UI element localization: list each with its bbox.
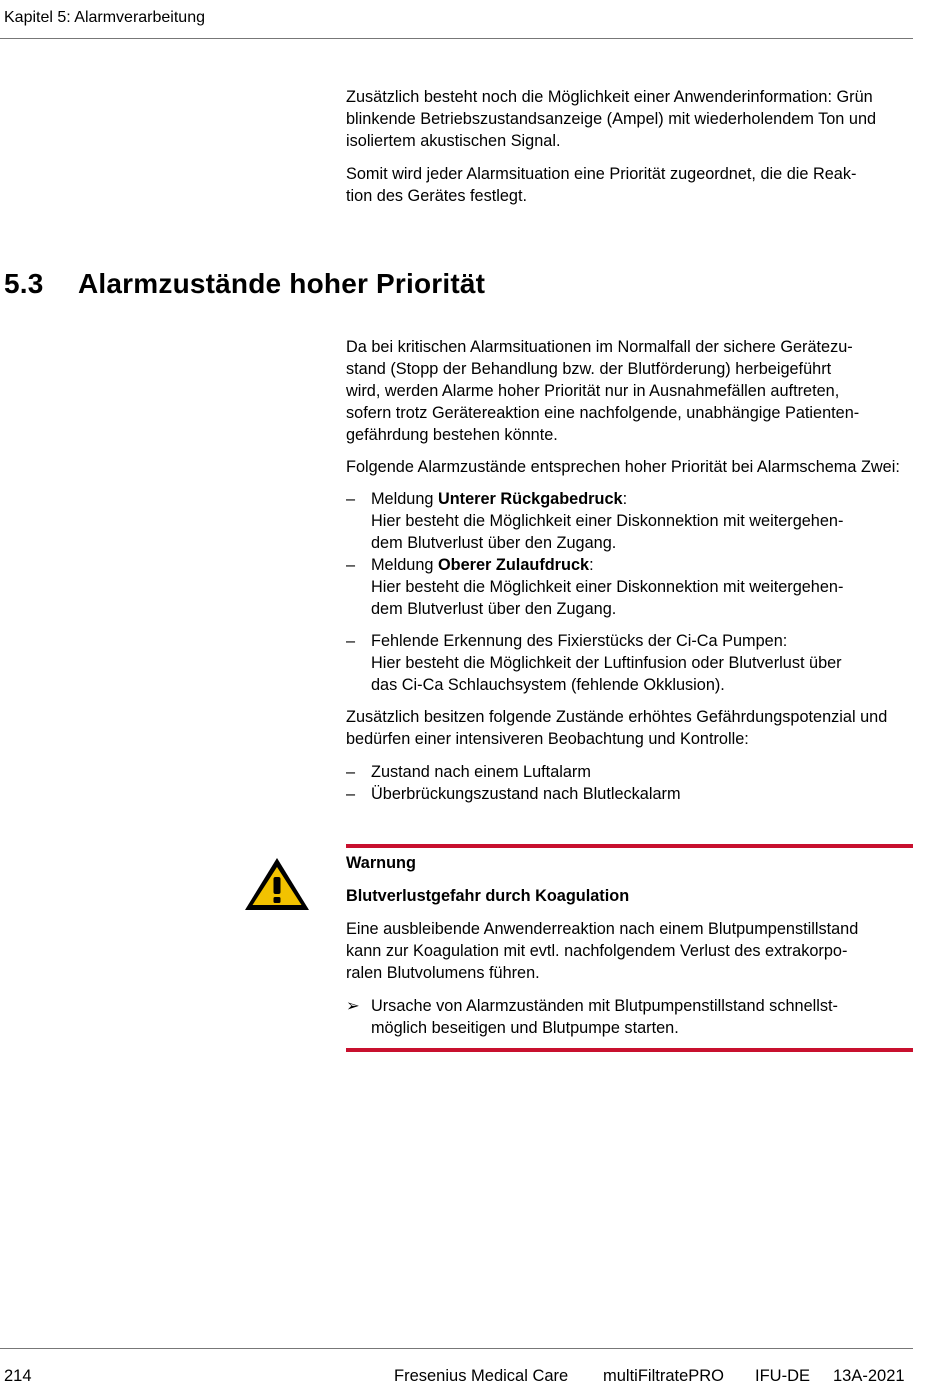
state-list: [346, 761, 916, 805]
page-number: 214: [4, 1367, 32, 1385]
section-title: Alarmzustände hoher Priorität: [78, 268, 486, 299]
footer-company: Fresenius Medical Care: [394, 1367, 569, 1385]
footer-rule: [0, 1348, 913, 1349]
warning-action: ➢ Ursache von Alarmzuständen mit Blutpumpenstillstand schnellst- möglich beseitigen und Blutpumpe starten.: [346, 997, 838, 1037]
warning-title: Blutverlustgefahr durch Koagulation: [346, 887, 630, 905]
alarm-list: [346, 488, 916, 696]
list-item: – Meldung Oberer Zulaufdruck: Hier besteht die Möglichkeit einer Diskonnektion mit weitergehen- dem Blutverlust über den Zugang.: [346, 556, 844, 618]
intro-block: [346, 86, 916, 207]
section-number: 5.3: [4, 268, 44, 299]
chapter-header: Kapitel 5: Alarmverarbeitung: [4, 9, 205, 26]
list-item: – Fehlende Erkennung des Fixierstücks der Ci-Ca Pumpen: Hier besteht die Möglichkeit der Luftinfusion oder Blutverlust über das Ci-Ca Schlauchsystem (fehlende Okklusion).: [346, 632, 842, 694]
list-item: – Zustand nach einem Luftalarm: [346, 763, 591, 781]
body-paragraph-3: Zusätzlich besitzen folgende Zustände erhöhtes Gefährdungspotenzial und bedürfen einer intensiveren Beobachtung und Kontrolle:: [346, 708, 888, 748]
list-item: – Überbrückungszustand nach Blutleckalarm: [346, 785, 681, 803]
header-rule: [0, 38, 913, 39]
warning-top-bar: [346, 844, 913, 848]
warning-text: Eine ausbleibende Anwenderreaktion nach einem Blutpumpenstillstand kann zur Koagulation mit evtl. nachfolgendem Verlust des extrakorpo- ralen Blutvolumens führen.: [346, 920, 859, 982]
warning-triangle-icon: [243, 856, 311, 912]
arrow-icon: ➢: [346, 997, 360, 1015]
footer-version: 13A-2021: [833, 1367, 905, 1385]
list-item: – Meldung Unterer Rückgabedruck: Hier besteht die Möglichkeit einer Diskonnektion mit weitergehen- dem Blutverlust über den Zugang.: [346, 490, 844, 552]
body-paragraph-1: Da bei kritischen Alarmsituationen im Normalfall der sichere Gerätezu- stand (Stopp der Behandlung bzw. der Blutförderung) herbeigeführt wird, werden Alarme hoher Priorität nur in Ausnahmefällen auftreten, sofern trotz Gerätereaktion eine nachfolgende, unabhängige Patienten- gefährdung bestehen könnte.: [346, 338, 860, 444]
footer-doc: IFU-DE: [755, 1367, 810, 1385]
intro-paragraph-2: Somit wird jeder Alarmsituation eine Priorität zugeordnet, die die Reak- tion des Gerätes festlegt.: [346, 165, 857, 205]
intro-paragraph-1: Zusätzlich besteht noch die Möglichkeit einer Anwenderinformation: Grün blinkende Betriebszustandsanzeige (Ampel) mit wiederholendem Ton und isoliertem akustischen Signal.: [346, 88, 877, 150]
body-paragraph-2: Folgende Alarmzustände entsprechen hoher Priorität bei Alarmschema Zwei:: [346, 458, 900, 476]
section-body: [346, 336, 916, 805]
warning-bottom-bar: [346, 1048, 913, 1052]
section-heading: [4, 268, 485, 300]
footer-product: multiFiltratePRO: [603, 1367, 725, 1385]
warning-content: [346, 852, 916, 1039]
warning-label: Warnung: [346, 854, 416, 872]
